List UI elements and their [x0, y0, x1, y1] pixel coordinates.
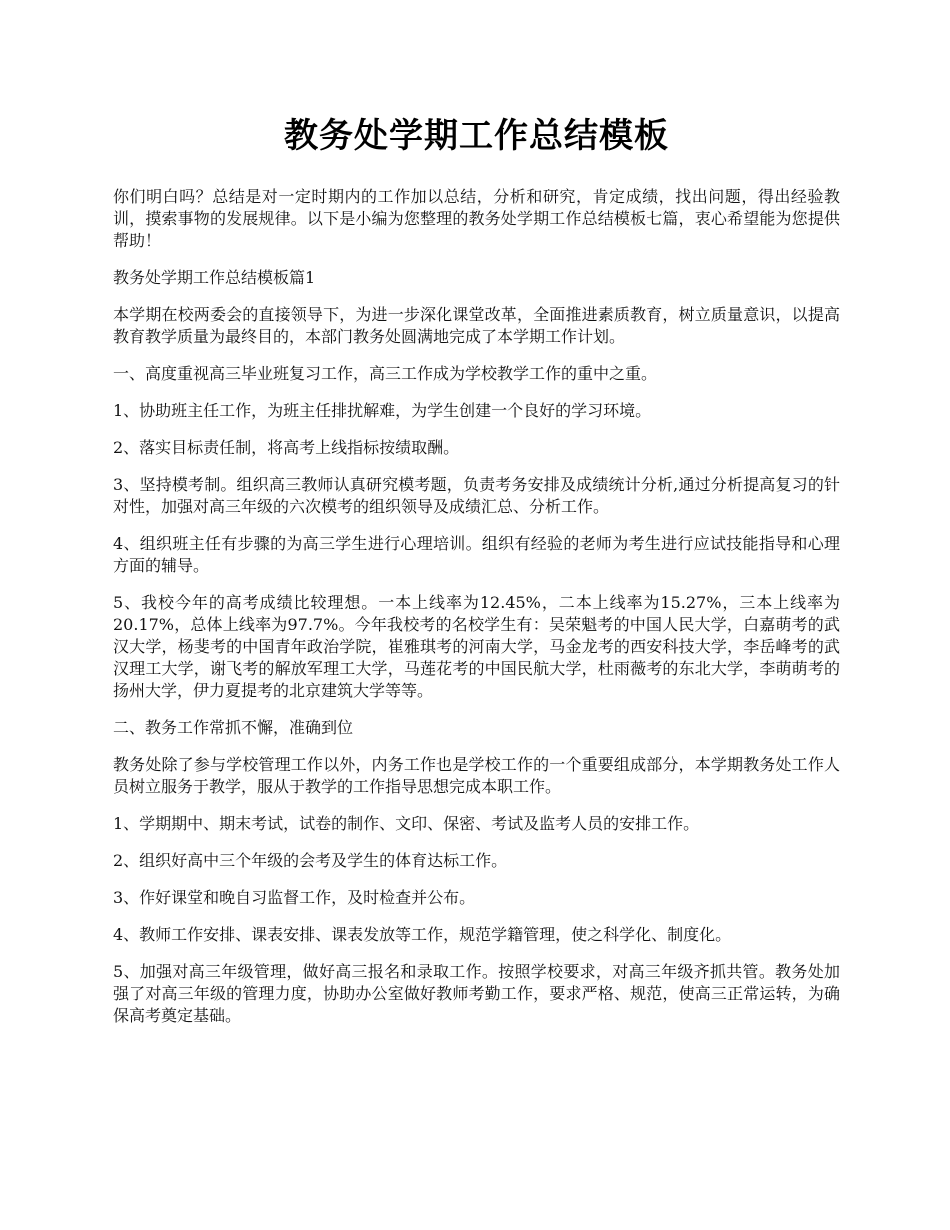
section-heading-one: 一、高度重视高三毕业班复习工作，高三工作成为学校教学工作的重中之重。 — [113, 364, 658, 383]
body-paragraph: 教务处除了参与学校管理工作以外，内务工作也是学校工作的一个重要组成部分，本学期教务处工作人员树立服务于教学，服从于教学的工作指导思想完成本职工作。 — [113, 755, 840, 796]
intro-paragraph: 你们明白吗？总结是对一定时期内的工作加以总结，分析和研究，肯定成绩，找出问题，得出经验教训，摸索事物的发展规律。以下是小编为您整理的教务处学期工作总结模板七篇，衷心希望能为您提供帮助！ — [113, 187, 840, 250]
list-item: 5、加强对高三年级管理，做好高三报名和录取工作。按照学校要求，对高三年级齐抓共管。教务处加强了对高三年级的管理力度，协助办公室做好教师考勤工作，要求严格、规范，使高三正常运转，为确保高考奠定基础。 — [113, 962, 840, 1025]
list-item: 1、学期期中、期末考试，试卷的制作、文印、保密、考试及监考人员的安排工作。 — [113, 814, 700, 833]
list-item: 2、落实目标责任制，将高考上线指标按绩取酬。 — [113, 438, 460, 457]
section-heading-two: 二、教务工作常抓不懈，准确到位 — [113, 718, 354, 737]
list-item: 3、坚持模考制。组织高三教师认真研究模考题，负责考务安排及成绩统计分析,通过分析提高复习的针对性，加强对高三年级的六次模考的组织领导及成绩汇总、分析工作。 — [113, 475, 840, 516]
list-item: 4、组织班主任有步骤的为高三学生进行心理培训。组织有经验的老师为考生进行应试技能指导和心理方面的辅导。 — [113, 534, 840, 575]
document-title: 教务处学期工作总结模板 — [284, 116, 669, 156]
list-item: 1、协助班主任工作，为班主任排扰解难，为学生创建一个良好的学习环境。 — [113, 401, 652, 420]
list-item: 2、组织好高中三个年级的会考及学生的体育达标工作。 — [113, 851, 508, 870]
list-item: 4、教师工作安排、课表安排、课表发放等工作，规范学籍管理，使之科学化、制度化。 — [113, 925, 732, 944]
list-item: 3、作好课堂和晚自习监督工作，及时检查并公布。 — [113, 888, 476, 907]
list-item: 5、我校今年的高考成绩比较理想。一本上线率为12.45%，二本上线率为15.27%，三本上线率为20.17%，总体上线率为97.7%。今年我校考的名校学生有：吴荣魁考的中国人民大学，白嘉萌考的武汉大学，杨斐考的中国青年政治学院，崔雅琪考的河南大学，马金龙考的西安科技大学，李岳峰考的武汉理工大学，谢飞考的解放军理工大学，马莲花考的中国民航大学，杜雨薇考的东北大学，李萌萌考的扬州大学，伊力夏提考的北京建筑大学等等。 — [113, 593, 840, 700]
document-body — [113, 112, 840, 1042]
body-paragraph: 本学期在校两委会的直接领导下，为进一步深化课堂改革，全面推进素质教育，树立质量意识，以提高教育教学质量为最终目的，本部门教务处圆满地完成了本学期工作计划。 — [113, 305, 840, 346]
section-heading-part-1: 教务处学期工作总结模板篇1 — [113, 268, 316, 287]
